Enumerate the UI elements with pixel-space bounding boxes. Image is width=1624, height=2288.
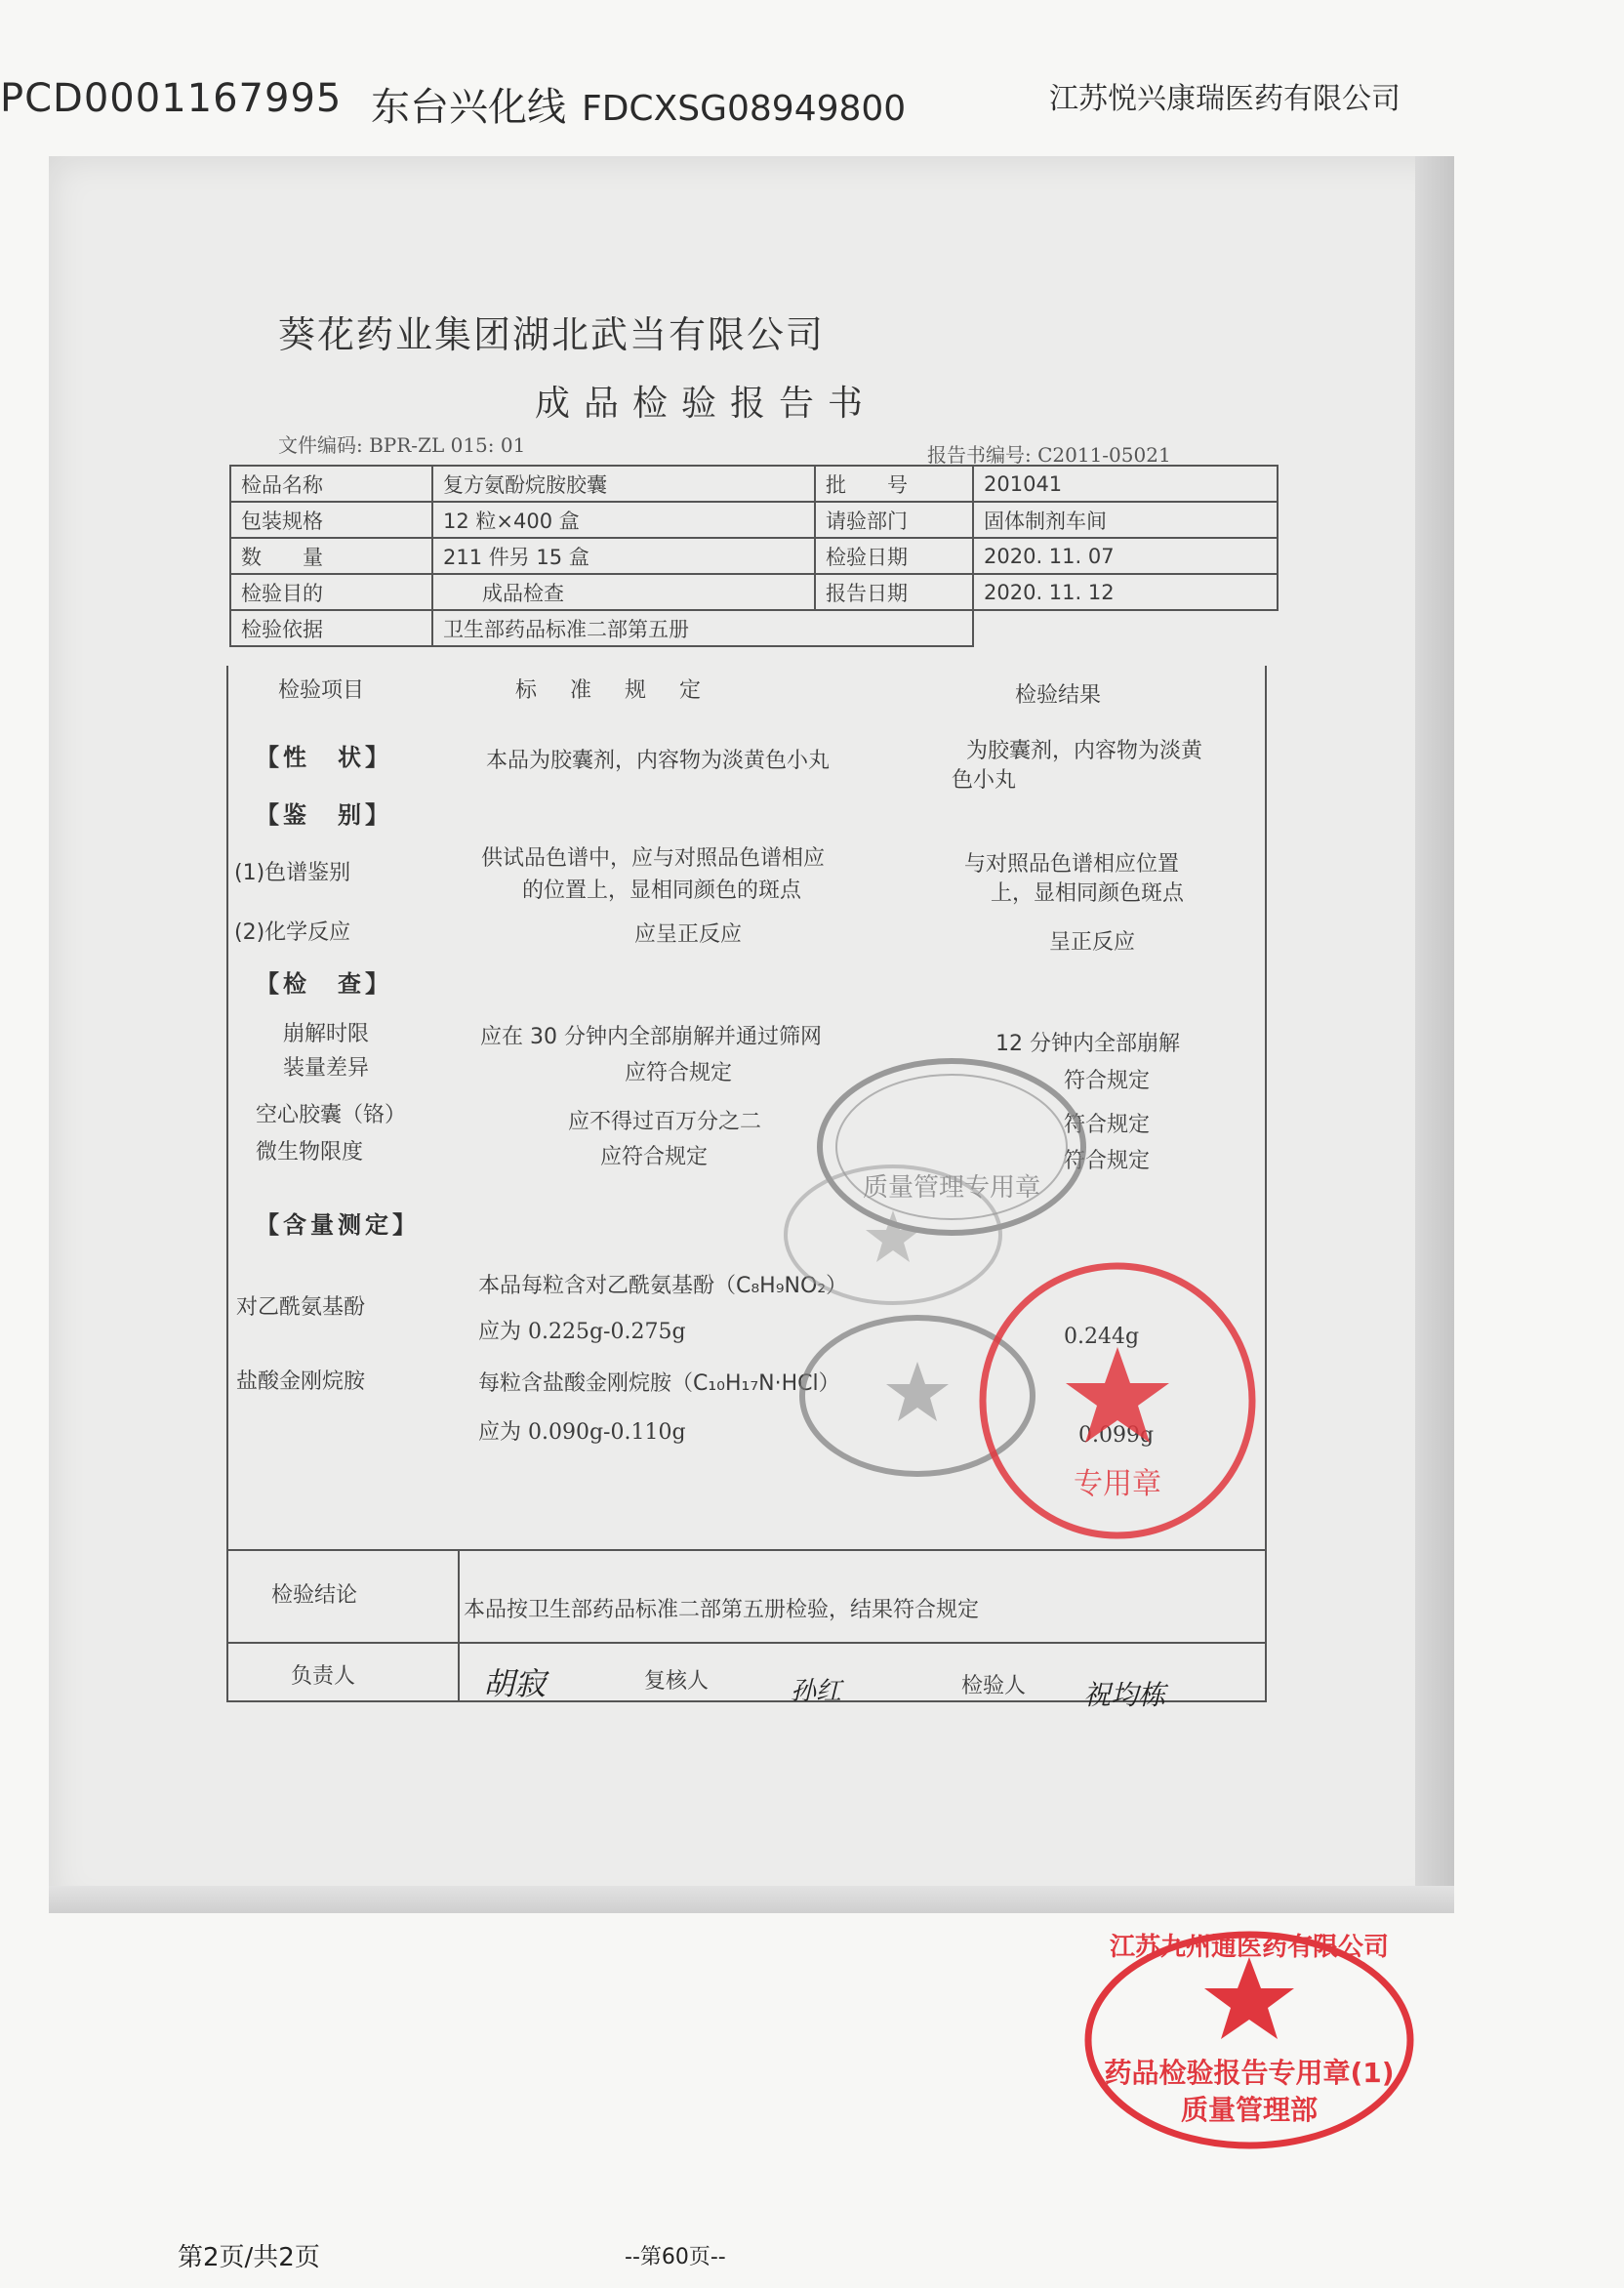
tlc-label: (1)色谱鉴别	[234, 861, 351, 885]
file-number: 文件编码: BPR-ZL 015: 01	[278, 433, 526, 457]
company-seal-mid-text: 药品检验报告专用章(1)	[1104, 2057, 1395, 2089]
basis-label: 检验依据	[230, 610, 432, 646]
product-value: 复方氨酚烷胺胶囊	[432, 466, 815, 502]
purpose-label: 检验目的	[230, 574, 432, 610]
tlc-standard-1: 供试品色谱中，应与对照品色谱相应	[481, 846, 826, 871]
tlc-result-2: 上，显相同颜色斑点	[991, 881, 1185, 906]
identification-label: 【鉴 别】	[256, 801, 392, 829]
table-row	[230, 466, 1278, 502]
assay-b-result: 0.099g	[1078, 1423, 1155, 1448]
checks-label: 【检 查】	[256, 970, 392, 998]
company-red-seal	[1074, 1918, 1425, 2162]
spec-value: 12 粒×400 盒	[432, 502, 815, 538]
assay-a-result: 0.244g	[1064, 1325, 1140, 1349]
appearance-standard: 本品为胶囊剂，内容物为淡黄色小丸	[486, 749, 831, 773]
check-standard: 应在 30 分钟内全部崩解并通过筛网	[480, 1025, 822, 1049]
divider	[458, 1549, 460, 1700]
table-row	[230, 610, 1278, 646]
inspector-signature: 祝均栋	[1083, 1679, 1166, 1711]
column-item: 检验项目	[278, 678, 365, 703]
assay-a-item: 对乙酰氨基酚	[236, 1295, 366, 1320]
reviewer-label: 复核人	[644, 1669, 710, 1694]
report-number: 报告书编号: C2011-05021	[927, 443, 1171, 467]
inspect-date-label: 检验日期	[815, 538, 973, 574]
qty-value: 211 件另 15 盒	[432, 538, 815, 574]
appearance-result-1: 为胶囊剂，内容物为淡黄	[966, 739, 1203, 763]
header-company: 江苏悦兴康瑞医药有限公司	[1049, 82, 1401, 116]
check-result: 符合规定	[1064, 1113, 1151, 1137]
document-code: PCD0001167995	[0, 76, 343, 121]
check-standard: 应不得过百万分之二	[568, 1110, 762, 1134]
product-label: 检品名称	[230, 466, 432, 502]
check-standard: 应符合规定	[600, 1145, 709, 1169]
check-result: 符合规定	[1064, 1149, 1151, 1173]
route-name: 东台兴化线	[371, 85, 566, 130]
check-result: 符合规定	[1064, 1069, 1151, 1093]
assay-a-standard-2: 应为 0.225g-0.275g	[478, 1320, 686, 1344]
conclusion-label: 检验结论	[271, 1583, 358, 1608]
chem-result: 呈正反应	[1049, 930, 1136, 955]
appearance-result-2: 色小丸	[952, 768, 1017, 793]
manufacturer-seal-text: 专用章	[1074, 1467, 1161, 1501]
tlc-standard-2: 的位置上，显相同颜色的斑点	[522, 878, 802, 903]
responsible-label: 负责人	[291, 1664, 356, 1689]
inspect-date-value: 2020. 11. 07	[973, 538, 1278, 574]
total-page-indicator: --第60页--	[625, 2245, 726, 2269]
check-result: 12 分钟内全部崩解	[995, 1032, 1180, 1056]
divider	[228, 1549, 1265, 1551]
check-item: 装量差异	[283, 1056, 370, 1081]
assay-b-standard-1: 每粒含盐酸金刚烷胺（C₁₀H₁₇N·HCl）	[478, 1371, 840, 1396]
assay-b-standard-2: 应为 0.090g-0.110g	[478, 1420, 686, 1445]
check-item: 空心胶囊（铬）	[256, 1103, 407, 1127]
table-row	[230, 574, 1278, 610]
check-item: 微生物限度	[256, 1140, 364, 1164]
table-row	[230, 538, 1278, 574]
table-row	[230, 502, 1278, 538]
check-standard: 应符合规定	[625, 1061, 733, 1085]
qa-seal-text: 质量管理专用章	[862, 1173, 1041, 1203]
purpose-value: 成品检查	[432, 574, 815, 610]
chem-label: (2)化学反应	[234, 920, 351, 945]
company-seal-bottom-text: 质量管理部	[1180, 2094, 1319, 2126]
route-code: FDCXSG08949800	[582, 89, 907, 129]
report-date-label: 报告日期	[815, 574, 973, 610]
inspector-label: 检验人	[961, 1674, 1027, 1698]
assay-label: 【含量测定】	[256, 1211, 420, 1239]
tlc-result-1: 与对照品色谱相应位置	[964, 852, 1180, 877]
company-seal-top-text: 江苏九州通医药有限公司	[1109, 1933, 1390, 1962]
responsible-signature: 胡寂	[483, 1665, 547, 1702]
batch-label: 批 号	[815, 466, 973, 502]
assay-a-standard-1: 本品每粒含对乙酰氨基酚（C₈H₉NO₂）	[478, 1274, 848, 1298]
basis-value: 卫生部药品标准二部第五册	[432, 610, 973, 646]
chem-standard: 应呈正反应	[634, 922, 743, 947]
column-result: 检验结果	[1015, 683, 1102, 708]
assay-b-item: 盐酸金刚烷胺	[236, 1369, 366, 1394]
manufacturer-red-seal	[971, 1254, 1264, 1547]
column-standard: 标 准 规 定	[515, 678, 708, 703]
divider	[228, 1642, 1265, 1644]
spec-label: 包装规格	[230, 502, 432, 538]
scan-edge	[1415, 156, 1454, 1913]
report-title: 成品检验报告书	[535, 384, 877, 424]
dept-value: 固体制剂车间	[973, 502, 1278, 538]
route-info	[371, 76, 906, 132]
manufacturer-name: 葵花药业集团湖北武当有限公司	[278, 313, 826, 356]
scan-bottom-edge	[49, 1886, 1454, 1913]
page-indicator: 第2页/共2页	[178, 2243, 320, 2272]
conclusion-text: 本品按卫生部药品标准二部第五册检验，结果符合规定	[464, 1598, 980, 1622]
batch-value: 201041	[973, 466, 1278, 502]
reviewer-signature: 孙红	[791, 1677, 842, 1706]
check-item: 崩解时限	[283, 1022, 370, 1046]
qty-label: 数 量	[230, 538, 432, 574]
report-date-value: 2020. 11. 12	[973, 574, 1278, 610]
dept-label: 请验部门	[815, 502, 973, 538]
info-table	[229, 465, 1279, 647]
appearance-label: 【性 状】	[256, 744, 392, 771]
